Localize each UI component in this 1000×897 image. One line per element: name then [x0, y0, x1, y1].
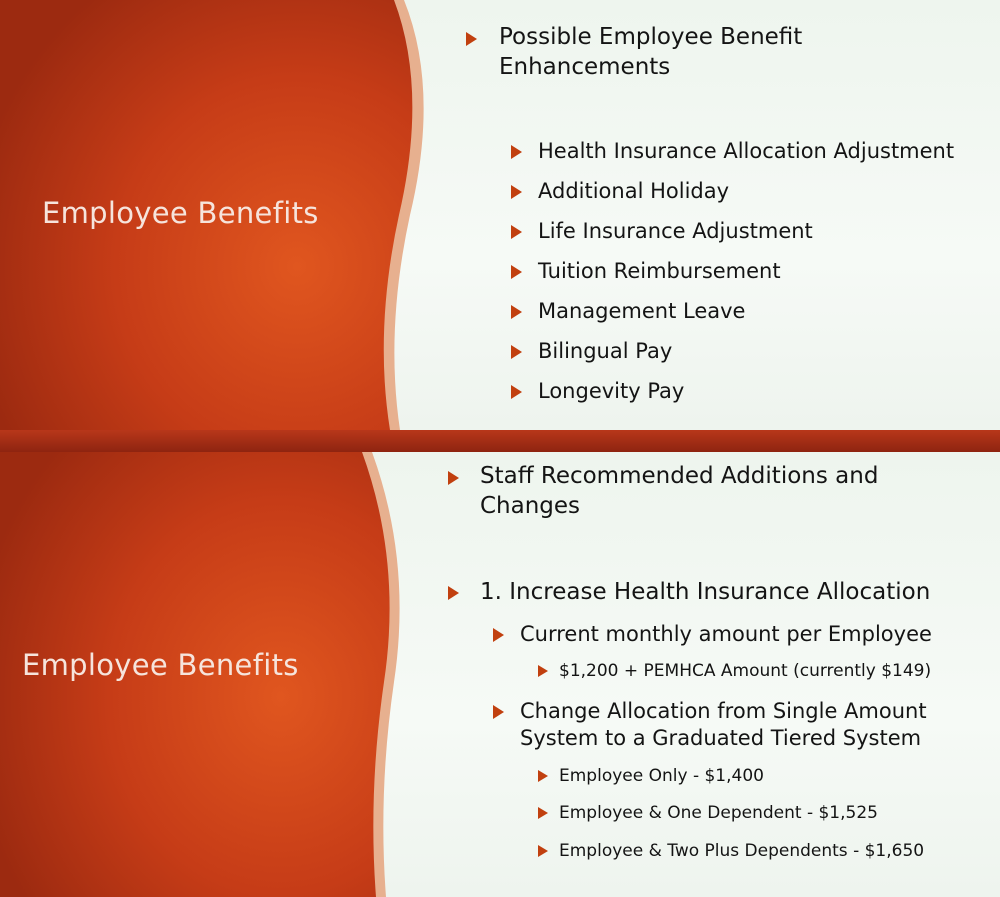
- slide-heading-line-1: Staff Recommended Additions and: [480, 463, 879, 489]
- bullet-arrow-icon: [511, 145, 522, 159]
- list-item: Tuition Reimbursement: [538, 259, 781, 283]
- slide-title: Employee Benefits: [22, 648, 299, 682]
- tier-item: Employee & One Dependent - $1,525: [559, 803, 878, 823]
- tier-item: Employee Only - $1,400: [559, 766, 764, 786]
- slide-heading-line-2: Changes: [480, 493, 581, 519]
- bullet-arrow-icon: [511, 345, 522, 359]
- bullet-arrow-icon: [538, 770, 548, 782]
- bullet-arrow-icon: [448, 471, 459, 485]
- list-item: Life Insurance Adjustment: [538, 219, 813, 243]
- slide-heading-line-1: Possible Employee Benefit: [499, 24, 803, 50]
- sub-point-change-allocation-line-2: System to a Graduated Tiered System: [520, 726, 922, 750]
- bullet-arrow-icon: [448, 586, 459, 600]
- list-item: Longevity Pay: [538, 379, 685, 403]
- bullet-arrow-icon: [511, 225, 522, 239]
- sub-point-current-amount: Current monthly amount per Employee: [520, 622, 932, 646]
- sub-point-change-allocation-line-1: Change Allocation from Single Amount: [520, 699, 927, 723]
- sub-point-detail: $1,200 + PEMHCA Amount (currently $149): [559, 661, 932, 681]
- bullet-arrow-icon: [538, 845, 548, 857]
- bullet-arrow-icon: [466, 32, 477, 46]
- bullet-arrow-icon: [493, 628, 504, 642]
- bullet-arrow-icon: [511, 385, 522, 399]
- slide-title: Employee Benefits: [42, 196, 319, 230]
- list-item: Bilingual Pay: [538, 339, 673, 363]
- slide-employee-benefits-enhancements: [0, 0, 1000, 430]
- bullet-arrow-icon: [538, 807, 548, 819]
- slide-employee-benefits-recommendations: [0, 452, 1000, 897]
- slide-separator-bar: [0, 430, 1000, 452]
- tier-item: Employee & Two Plus Dependents - $1,650: [559, 841, 925, 861]
- bullet-arrow-icon: [538, 665, 548, 677]
- point-1-heading: 1. Increase Health Insurance Allocation: [480, 579, 931, 605]
- slide-heading-line-2: Enhancements: [499, 54, 671, 80]
- list-item: Additional Holiday: [538, 179, 730, 203]
- bullet-arrow-icon: [511, 265, 522, 279]
- list-item: Management Leave: [538, 299, 746, 323]
- list-item: Health Insurance Allocation Adjustment: [538, 139, 955, 163]
- bullet-arrow-icon: [493, 705, 504, 719]
- bullet-arrow-icon: [511, 305, 522, 319]
- bullet-arrow-icon: [511, 185, 522, 199]
